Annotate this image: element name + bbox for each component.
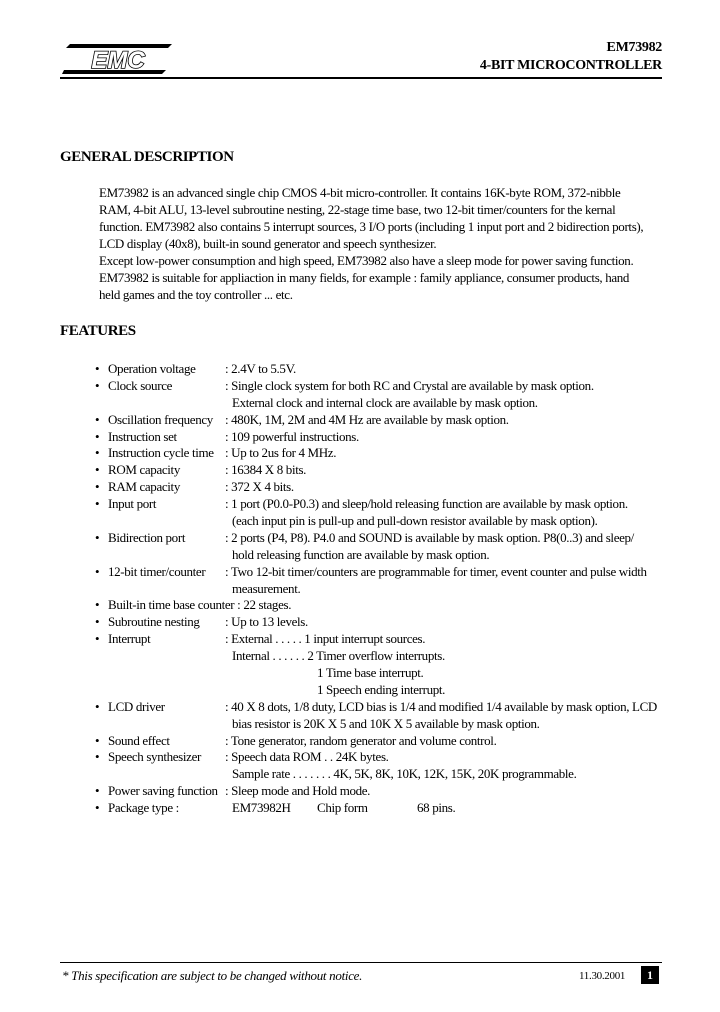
feature-operation-voltage: • Operation voltage : 2.4V to 5.5V. [95,361,296,376]
page-number: 1 [641,966,659,984]
feature-interrupt-speech: 1 Speech ending interrupt. [317,681,446,697]
feature-lcd-driver: • LCD driver : 40 X 8 dots, 1/8 duty, LCD bias is 1/4 and modified 1/4 available by mask option, LCD [95,698,657,714]
feature-rom-capacity: • ROM capacity : 16384 X 8 bits. [95,462,307,478]
feature-interrupt: • Interrupt : External . . . . . 1 input interrupt sources. [95,631,426,647]
header-divider [60,77,662,79]
document-title: 4-BIT MICROCONTROLLER [479,58,662,73]
feature-interrupt-timebase: 1 Time base interrupt. [317,665,424,681]
description-line: LCD display (40x8), built-in sound generator and speech synthesizer. [99,236,437,251]
description-line: EM73982 is suitable for appliaction in many fields, for example : family appliance, consumer products, hand [99,270,630,285]
description-line: held games and the toy controller ... etc. [99,287,293,302]
feature-speech-synthesizer-cont: Sample rate . . . . . . . 4K, 5K, 8K, 10K, 12K, 15K, 20K programmable. [232,766,577,782]
feature-package-type: • Package type : EM73982H Chip form 68 pins. [95,800,456,816]
feature-clock-source: • Clock source : Single clock system for both RC and Crystal are available by mask option. [95,377,594,393]
feature-subroutine-nesting: • Subroutine nesting : Up to 13 levels. [95,614,308,630]
feature-power-saving: • Power saving function : Sleep mode and Hold mode. [95,783,371,799]
feature-oscillation-frequency: • Oscillation frequency : 480K, 1M, 2M and 4M Hz are available by mask option. [95,411,509,427]
general-description-text [99,184,669,303]
feature-bidirection-port-cont: hold releasing function are available by mask option. [232,546,490,562]
feature-speech-synthesizer: • Speech synthesizer : Speech data ROM . . 24K bytes. [95,749,389,765]
description-line: Except low-power consumption and high speed, EM73982 also have a sleep mode for power saving function. [99,253,634,268]
feature-sound-effect: • Sound effect : Tone generator, random generator and volume control. [95,732,497,748]
features-heading: FEATURES [60,323,136,339]
feature-instruction-set: • Instruction set : 109 powerful instructions. [95,428,359,444]
document-code: EM73982 [606,40,662,55]
feature-ram-capacity: • RAM capacity : 372 X 4 bits. [95,479,294,495]
feature-input-port-cont: (each input pin is pull-up and pull-down resistor available by mask option). [232,513,598,529]
general-description-heading: GENERAL DESCRIPTION [60,149,234,165]
description-line: EM73982 is an advanced single chip CMOS 4-bit micro-controller. It contains 16K-byte ROM, 372-nibble [99,185,621,200]
feature-timer-counter-cont: measurement. [232,580,301,596]
description-line: function. EM73982 also contains 5 interrupt sources, 3 I/O ports (including 1 input port and 2 bidirection ports), [99,219,644,234]
emc-logo [62,40,174,78]
feature-bidirection-port: • Bidirection port : 2 ports (P4, P8). P4.0 and SOUND is available by mask option. P8(0..3) and sleep/ [95,529,634,545]
feature-input-port: • Input port : 1 port (P0.0-P0.3) and sleep/hold releasing function are available by mask option. [95,496,628,512]
description-line: RAM, 4-bit ALU, 13-level subroutine nesting, 22-stage time base, two 12-bit timer/counters for the kernal [99,202,616,217]
footer-divider [60,962,662,963]
feature-interrupt-internal: Internal . . . . . . 2 Timer overflow interrupts. [232,648,445,664]
footer-notice: * This specification are subject to be changed without notice. [62,968,363,983]
feature-timer-counter: • 12-bit timer/counter : Two 12-bit timer/counters are programmable for timer, event counter and pulse width [95,563,647,579]
feature-instruction-cycle: • Instruction cycle time : Up to 2us for 4 MHz. [95,445,337,461]
feature-clock-source-cont: External clock and internal clock are available by mask option. [232,394,538,410]
logo-text: EMC [91,47,145,74]
footer-date: 11.30.2001 [579,970,626,982]
feature-time-base-counter: • Built-in time base counter : 22 stages. [95,597,292,613]
features-list [95,361,675,817]
feature-lcd-driver-cont: bias resistor is 20K X 5 and 10K X 5 available by mask option. [232,715,540,731]
